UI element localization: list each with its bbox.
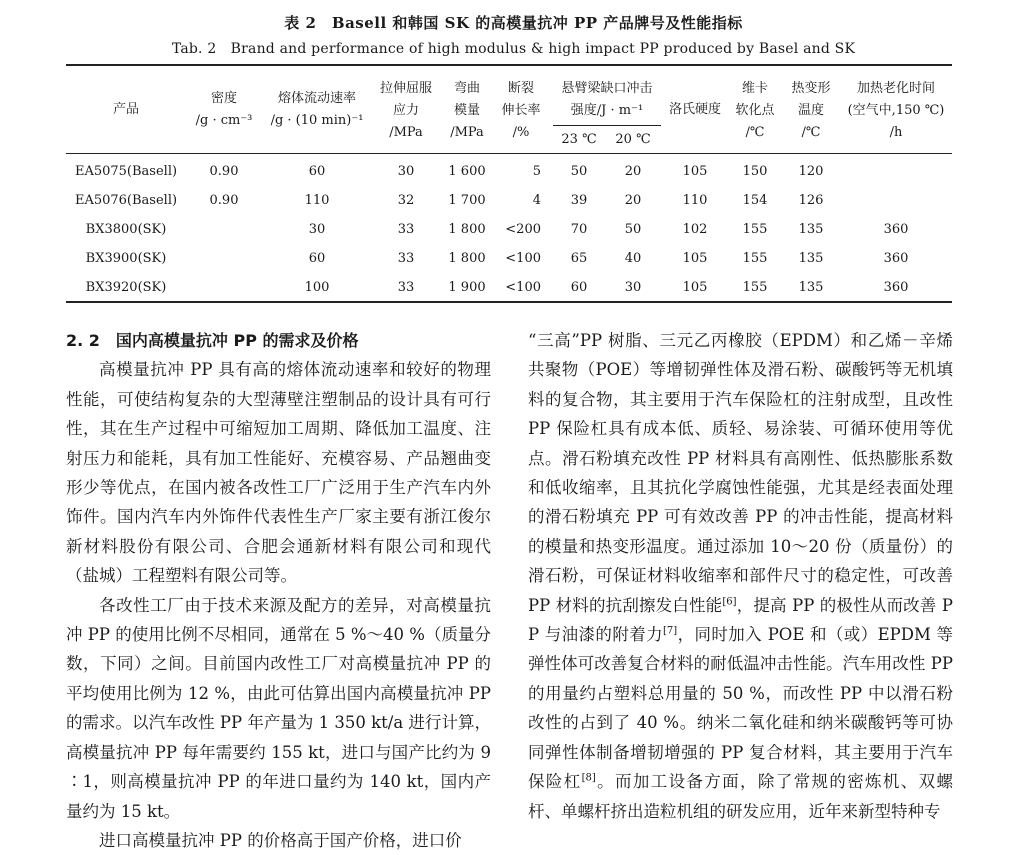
td-tensile: 33 [397, 251, 415, 266]
td-impact-23: 70 [570, 222, 588, 237]
td-mfr: 60 [308, 164, 326, 179]
section-heading: 2. 2 国内高模量抗冲 PP 的需求及价格 [66, 331, 359, 350]
th-mfr-l2: /g · (10 min)⁻¹ [270, 113, 364, 128]
td-impact-23: 65 [570, 251, 588, 266]
td-rockwell: 110 [682, 193, 708, 208]
td-mfr: 110 [304, 193, 330, 208]
paragraph: 高模量抗冲 PP 具有高的熔体流动速率和较好的物理性能，可使结构复杂的大型薄壁注塑制品的设计具有可行性，其在生产过程中可缩短加工周期、降低加工温度、注射压力和能耗，具有加工性能好、充模容易、产品翘曲变形少等优点，在国内被各改性工厂广泛用于生产汽车内外饰件。国内汽车内外饰件代表性生产厂家主要有浙江俊尔新材料股份有限公司、合肥会通新材料有限公司和现代（盐城）工程塑料有限公司等。 [66, 360, 491, 586]
td-hdt: 135 [798, 280, 824, 295]
td-vicat: 155 [742, 222, 768, 237]
right-text-column [528, 326, 953, 826]
td-tensile: 32 [397, 193, 415, 208]
td-aging: 360 [883, 251, 909, 266]
td-elong: <100 [505, 280, 541, 295]
td-impact-23: 39 [570, 193, 588, 208]
td-density: 0.90 [209, 164, 239, 179]
td-rockwell: 105 [682, 280, 708, 295]
th-flex-l3: /MPa [450, 125, 484, 140]
left-text-column [66, 326, 491, 855]
td-rockwell: 102 [682, 222, 708, 237]
td-flex: 1 800 [448, 251, 486, 266]
td-flex: 1 800 [448, 222, 486, 237]
td-mfr: 60 [308, 251, 326, 266]
td-aging: 360 [883, 280, 909, 295]
td-aging: 360 [883, 222, 909, 237]
th-flex-l2: 模量 [453, 103, 480, 118]
td-impact-20: 20 [624, 193, 642, 208]
th-hdt-l2: 温度 [797, 103, 824, 118]
th-rockwell: 洛氏硬度 [668, 102, 721, 117]
th-flex-l1: 弯曲 [453, 81, 480, 96]
td-density: 0.90 [209, 193, 239, 208]
td-impact-20: 50 [624, 222, 642, 237]
table-bottom-rule [66, 301, 952, 303]
th-aging-l1: 加热老化时间 [856, 81, 935, 96]
td-tensile: 33 [397, 222, 415, 237]
td-impact-23: 50 [570, 164, 588, 179]
th-hdt-l1: 热变形 [791, 81, 831, 96]
th-aging-l2: (空气中,150 ℃) [847, 103, 945, 118]
td-product: BX3900(SK) [85, 251, 167, 266]
td-vicat: 150 [742, 164, 768, 179]
text-run: ，提高 PP 的极性从而改善 PP 与油漆的附着力 [528, 595, 953, 645]
td-vicat: 154 [742, 193, 768, 208]
paragraph: 各改性工厂由于技术来源及配方的差异，对高模量抗冲 PP 的使用比例不尽相同，通常在 5 %～40 %（质量分数，下同）之间。目前国内改性工厂对高模量抗冲 PP 的平均使用比例为 12 %，由此可估算出国内高模量抗冲 PP 的需求。以汽车改性 PP 年产量为 1 350 kt/a 进行计算，高模量抗冲 PP 每年需要约 155 kt，进口与国产比约为 9∶1，则高模量抗冲 PP 的年进口量约为 140 kt，国内产量约为 15 kt。 [66, 595, 491, 821]
th-tensile-l3: /MPa [389, 125, 423, 140]
td-tensile: 33 [397, 280, 415, 295]
th-tensile-l1: 拉伸屈服 [379, 81, 432, 96]
td-hdt: 120 [798, 164, 824, 179]
citation-ref: [7] [663, 625, 678, 637]
td-product: BX3920(SK) [85, 280, 167, 295]
th-elong-l1: 断裂 [507, 81, 534, 96]
td-elong: <200 [505, 222, 541, 237]
td-flex: 1 700 [448, 193, 486, 208]
table-top-rule [66, 64, 952, 66]
th-impact-23: 23 ℃ [561, 132, 597, 147]
th-hdt-l3: /℃ [801, 125, 821, 140]
td-tensile: 30 [397, 164, 415, 179]
th-mfr-l1: 熔体流动速率 [277, 91, 356, 106]
th-impact-l1: 悬臂梁缺口冲击 [561, 81, 653, 96]
th-impact-20: 20 ℃ [615, 132, 651, 147]
th-tensile-l2: 应力 [392, 103, 419, 118]
td-vicat: 155 [742, 251, 768, 266]
paragraph-continued [528, 326, 953, 826]
td-hdt: 135 [798, 222, 824, 237]
table-title-cn: 表 2 Basell 和韩国 SK 的高模量抗冲 PP 产品牌号及性能指标 [284, 14, 743, 32]
td-vicat: 155 [742, 280, 768, 295]
impact-subheader-rule [553, 125, 661, 126]
td-mfr: 100 [304, 280, 330, 295]
table-header-rule [66, 153, 952, 154]
th-elong-l2: 伸长率 [501, 103, 541, 118]
paragraph: 进口高模量抗冲 PP 的价格高于国产价格，进口价 [99, 830, 462, 850]
td-hdt: 126 [798, 193, 824, 208]
th-vicat-l2: 软化点 [735, 103, 775, 118]
td-elong: 4 [532, 193, 541, 208]
text-run: ，同时加入 POE 和（或）EPDM 等弹性体可改善复合材料的耐低温冲击性能。汽车用改性 PP 的用量约占塑料总用量的 50 %，而改性 PP 中以滑石粉改性的占到了 40 %。纳米二氧化硅和纳米碳酸钙等可协同弹性体制备增韧增强的 PP 复合材料，其主要用于汽车保险杠 [528, 625, 953, 792]
td-impact-20: 30 [624, 280, 642, 295]
td-impact-20: 20 [624, 164, 642, 179]
td-rockwell: 105 [682, 251, 708, 266]
td-impact-23: 60 [570, 280, 588, 295]
th-vicat-l1: 维卡 [741, 81, 768, 96]
th-density-l2: /g · cm⁻³ [195, 113, 253, 128]
td-mfr: 30 [308, 222, 326, 237]
th-product: 产品 [112, 102, 139, 117]
td-elong: 5 [532, 164, 541, 179]
th-aging-l3: /h [889, 125, 903, 140]
td-product: BX3800(SK) [85, 222, 167, 237]
td-elong: <100 [505, 251, 541, 266]
table-title-en: Tab. 2 Brand and performance of high modulus & high impact PP produced by Basel and SK [171, 41, 856, 57]
citation-ref: [6] [722, 596, 737, 608]
th-impact-l2: 强度/J · m⁻¹ [570, 103, 644, 118]
td-flex: 1 600 [448, 164, 486, 179]
td-impact-20: 40 [624, 251, 642, 266]
th-density-l1: 密度 [210, 91, 237, 106]
text-run: “三高”PP 树脂、三元乙丙橡胶（EPDM）和乙烯－辛烯共聚物（POE）等增韧弹性体及滑石粉、碳酸钙等无机填料的复合物，其主要用于汽车保险杠的注射成型，且改性 PP 保险杠具有成本低、质轻、易涂装、可循环使用等优点。滑石粉填充改性 PP 材料具有高刚性、低热膨胀系数和低收缩率，且其抗化学腐蚀性能强，尤其是经表面处理的滑石粉填充 PP 可有效改善 PP 的冲击性能，提高材料的模量和热变形温度。通过添加 10～20 份（质量份）的滑石粉，可保证材料收缩率和部件尺寸的稳定性，可改善 PP 材料的抗刮擦发白性能 [528, 331, 953, 615]
text-run: 。而加工设备方面，除了常规的密炼机、双螺杆、单螺杆挤出造粒机组的研发应用，近年来新型特种专 [528, 772, 954, 821]
td-flex: 1 900 [448, 280, 486, 295]
th-vicat-l3: /℃ [745, 125, 765, 140]
td-rockwell: 105 [682, 164, 708, 179]
td-product: EA5076(Basell) [74, 193, 178, 208]
th-elong-l3: /% [512, 125, 530, 140]
td-product: EA5075(Basell) [74, 164, 178, 179]
td-hdt: 135 [798, 251, 824, 266]
citation-ref: [8] [581, 772, 596, 784]
